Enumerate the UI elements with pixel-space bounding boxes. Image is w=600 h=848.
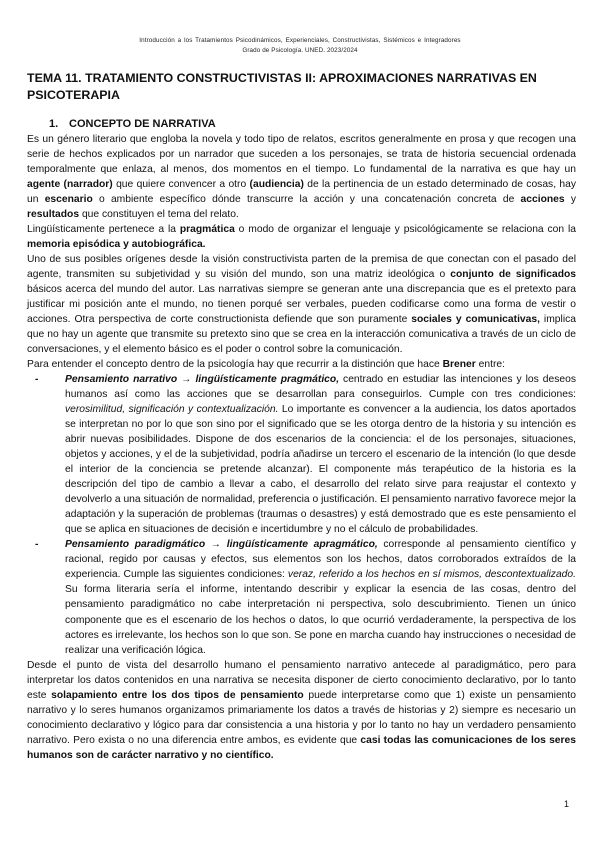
list-item-narrative-thought: - Pensamiento narrativo → lingüísticamente pragmático, centrado en estudiar las intenciones y los deseos humanos así como las acciones que se desarrollan para conseguirlos. Cumple con tres condiciones: verosimilitud, significación y contextualización. Lo importante es convencer a la audiencia, los datos aportados se interpretan no por lo que son sino por el significado que se les otorga dentro de la historia y su intención es abrir nuevas posibilidades. Dispone de dos escenarios de la conciencia: el de los personajes, situaciones, objetos y acciones, y el de la subjetividad, podría añadirse un tercero el escenario de la intención (lo que desde el interior de la conciencia se pretende alcanzar). El componente más terapéutico de la historia es la descripción del tipo de cambio a llevar a cabo, el desarrollo del relato sirve para reajustar el contexto y devolverlo a una situación de normalidad, preferencia o justificación. El pensamiento narrativo favorece mejor la adaptación y la superación de problemas (traumas o desastres) y está demostrado que es este pensamiento el que se aplica en situaciones de decisión e incertidumbre y no el cálculo de probabilidades. — [35, 374, 576, 536]
section-number: 1. — [49, 118, 59, 130]
paragraph-definition: Es un género literario que engloba la novela y todo tipo de relatos, escritos generalmente en prosa y que recogen una serie de hechos explicados por un narrador que suceden a los personajes, se trata de historia secuencial ordenada temporalmente que enlaza, al menos, dos momentos en el tiempo. Lo fundamental de la narrativa es que hay un agente (narrador) que quiere convencer a otro (audiencia) de la pertinencia de un estado determinado de cosas, hay un escenario o ambiente específico dónde transcurre la acción y una concatenación concreta de acciones y resultados que constituyen el tema del relato. — [27, 134, 576, 221]
section-heading — [49, 118, 216, 130]
paragraph-brener: Para entender el concepto dentro de la psicología hay que recurrir a la distinción que hace Brener entre: — [27, 359, 505, 371]
section-label: CONCEPTO DE NARRATIVA — [69, 118, 216, 130]
list-bullet: - — [35, 539, 39, 551]
paragraph-development: Desde el punto de vista del desarrollo humano el pensamiento narrativo antecede al paradigmático, pero para interpretar los datos contenidos en una narrativa se necesita disponer de cierto conocimiento declarativo, por lo tanto este solapamiento entre los dos tipos de pensamiento puede interpretarse como que 1) existe un pensamiento narrativo y lo seres humanos organizamos primariamente los datos a través de historias y 2) siempre es necesario un conocimiento declarativo y lógico para dar consistencia a una historia y por lo tanto no hay un verdadero pensamiento narrativo. Pero exista o no una diferencia entre ambos, es evidente que casi todas las comunicaciones de los seres humanos son de carácter narrativo y no científico. — [27, 659, 576, 761]
page-number: 1 — [563, 799, 569, 809]
paragraph-linguistics: Lingüísticamente pertenece a la pragmática o modo de organizar el lenguaje y psicológicamente se relaciona con la memoria episódica y autobiográfica. — [27, 224, 576, 251]
running-header-degree: Grado de Psicología. UNED. 2023/2024 — [242, 47, 358, 54]
list-bullet: - — [35, 374, 39, 386]
running-header-course: Introducción a los Tratamientos Psicodinámicos, Experienciales, Constructivistas, Sistémicos e Integradores — [139, 37, 461, 44]
list-item-paradigmatic-thought: - Pensamiento paradigmático → lingüísticamente apragmático, corresponde al pensamiento científico y racional, regido por causas y efectos, sus elementos son los hechos, datos corroborados extraídos de la experiencia. Cumple las siguientes condiciones: veraz, referido a los hechos en sí mismos, descontextualizado. Su forma literaria sería el informe, intentando describir y explicar la esencia de las cosas, dentro del pensamiento paradigmático no cabe interpretación ni perspectiva, solo descubrimiento. Tienen un único componente que es el escenario de los hechos o datos, lo que ocurrió verdaderamente, la perspectiva de los actores es irrelevante, los hechos son lo que son. Se pone en marcha cuando hay instrucciones o necesidad de realizar una verificación lógica. — [35, 539, 577, 656]
body-text — [27, 132, 576, 763]
chapter-title: TEMA 11. TRATAMIENTO CONSTRUCTIVISTAS II: APROXIMACIONES NARRATIVAS EN PSICOTERAPIA — [27, 71, 537, 102]
paragraph-origins: Uno de sus posibles orígenes desde la visión constructivista parten de la premisa de que conectan con el pasado del agente, transmiten su subjetividad y su visión del mundo, son una matriz ideológica o conjunto de significados básicos acerca del mundo del autor. Las narrativas siempre se generan ante una discrepancia que es el pretexto para justificar mi posición ante el mundo, no tienen porqué ser verbales, pueden codificarse como una forma de vestir o acciones. Otra perspectiva de corte constructionista defiende que son puramente sociales y comunicativas, implica que no hay un agente que transmite su pretexto sino que se crea en la interacción comunicativa a través de un ciclo de conversaciones, y el elemento básico es el poder o control sobre la comunicación. — [27, 254, 577, 356]
